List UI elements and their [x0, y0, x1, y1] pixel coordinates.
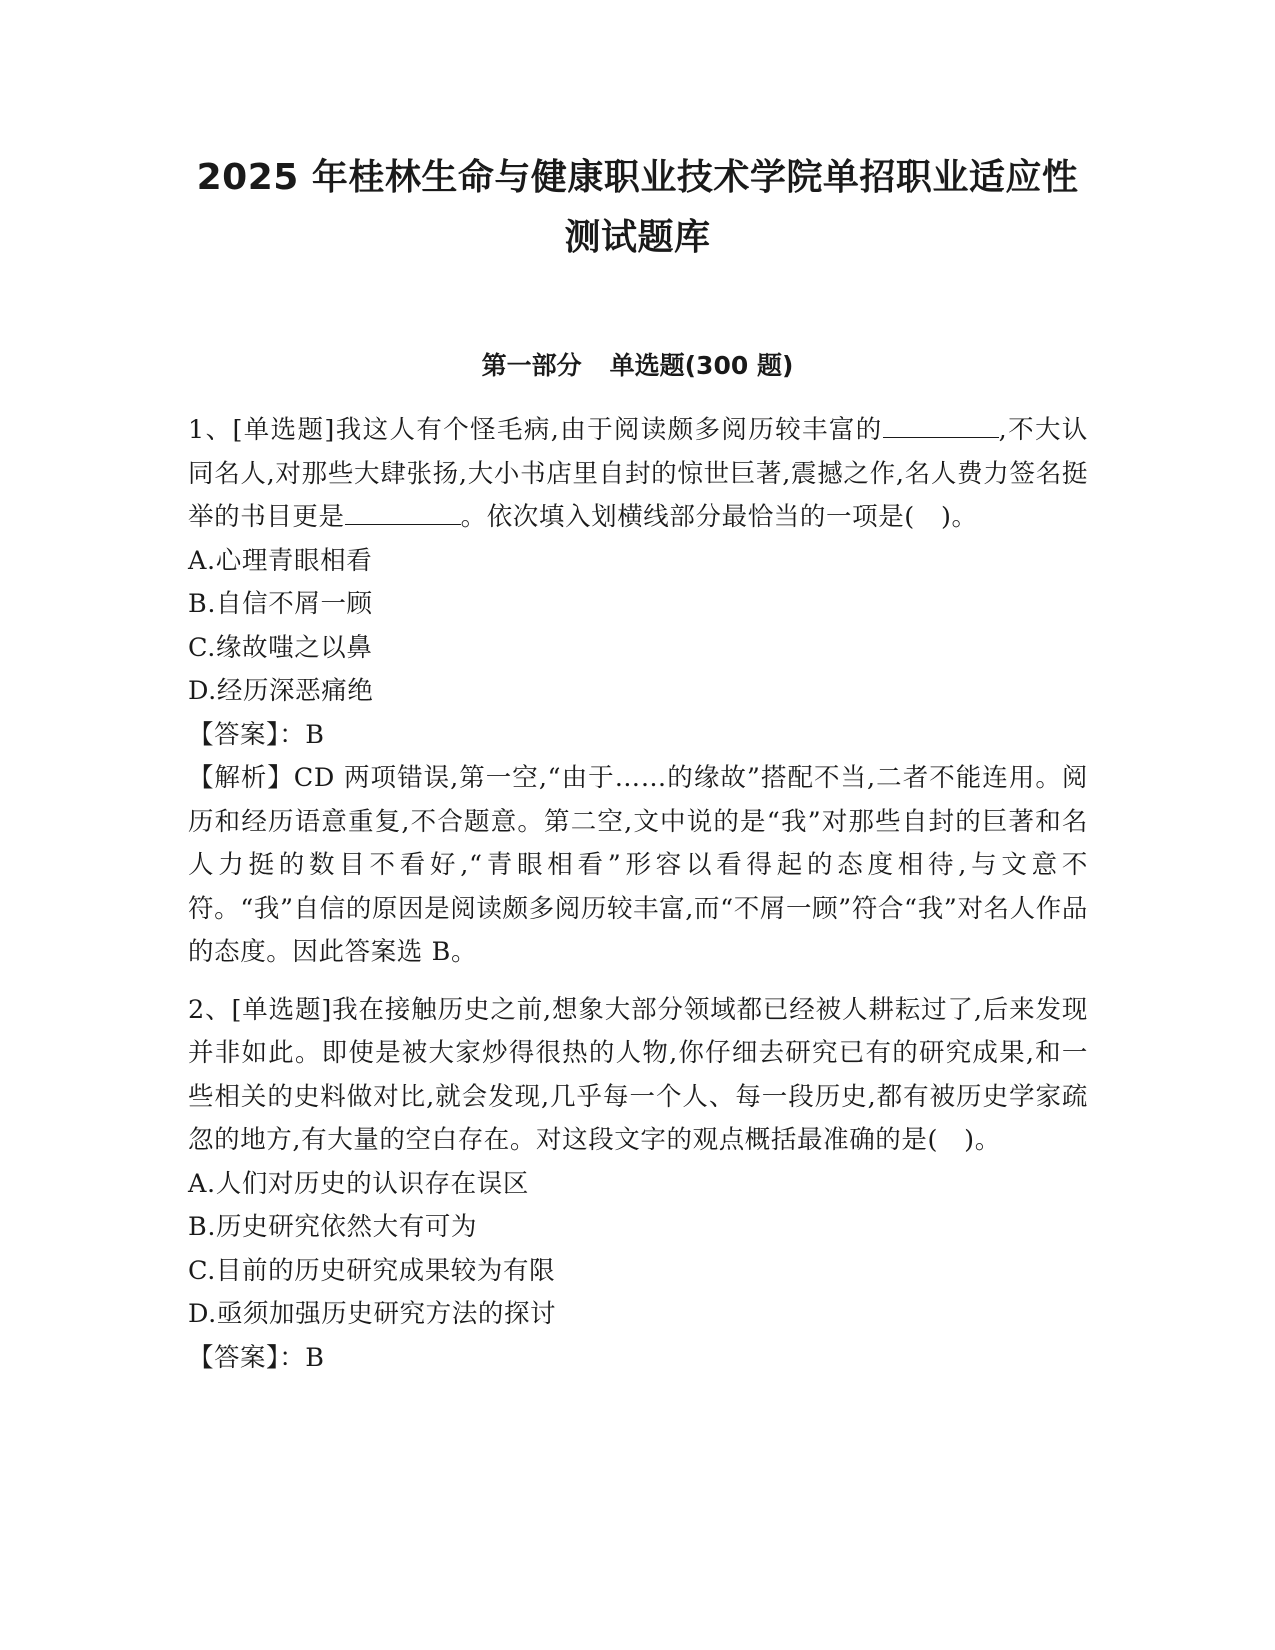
option-c: C.缘故嗤之以鼻: [188, 632, 373, 663]
analysis-label: 【解析】: [188, 763, 294, 793]
option-a: A.人们对历史的认识存在误区: [188, 1168, 529, 1199]
answer-line: [188, 1337, 1088, 1381]
title-line-2: 测试题库: [564, 217, 711, 258]
answer-label: 【答案】：: [188, 719, 306, 750]
option-a: A.心理青眼相看: [188, 545, 373, 576]
question-stem: 1、[单选题]我这人有个怪毛病,由于阅读颇多阅历较丰富的 ,不大认同名人,对那些大肆张扬,大小书店里自封的惊世巨著,震撼之作,名人费力签名挺举的书目更是 。依次填入划横线部分最恰当的一项是( )。: [188, 415, 1088, 532]
answer-label: 【答案】：: [188, 1342, 306, 1373]
title-line-1: 2025 年桂林生命与健康职业技术学院单招职业适应性: [196, 157, 1079, 198]
option-b: B.历史研究依然大有可为: [188, 1212, 478, 1242]
fill-blank-2: [345, 502, 461, 525]
question-2: [188, 989, 1088, 1381]
question-stem: 2、[单选题]我在接触历史之前,想象大部分领域都已经被人耕耘过了,后来发现并非如此。即使是被大家炒得很热的人物,你仔细去研究已有的研究成果,和一些相关的史料做对比,就会发现,几乎每一个人、每一段历史,都有被历史学家疏忽的地方,有大量的空白存在。对这段文字的观点概括最准确的是( )。: [188, 994, 1088, 1155]
fill-blank-1: [883, 415, 999, 438]
answer-value: B: [305, 719, 325, 750]
option-b: B.自信不屑一顾: [188, 589, 373, 619]
section-part: 第一部分: [481, 351, 582, 380]
section-heading: [150, 348, 1125, 384]
document-title: [150, 148, 1125, 268]
section-name: 单选题(300 题): [609, 351, 794, 380]
option-c: C.目前的历史研究成果较为有限: [188, 1255, 556, 1286]
question-1: [188, 409, 1088, 975]
answer-line: [188, 714, 1088, 758]
answer-value: B: [305, 1342, 325, 1373]
option-d: D.亟须加强历史研究方法的探讨: [188, 1299, 557, 1329]
analysis-text: 【解析】CD 两项错误,第一空,“由于……的缘故”搭配不当,二者不能连用。阅历和经历语意重复,不合题意。第二空,文中说的是“我”对那些自封的巨著和名人力挺的数目不看好,“青眼相看”形容以看得起的态度相待,与文意不符。“我”自信的原因是阅读颇多阅历较丰富,而“不屑一顾”符合“我”对名人作品的态度。因此答案选 B。: [188, 763, 1088, 967]
option-d: D.经历深恶痛绝: [188, 676, 374, 706]
question-list: [188, 409, 1088, 1380]
